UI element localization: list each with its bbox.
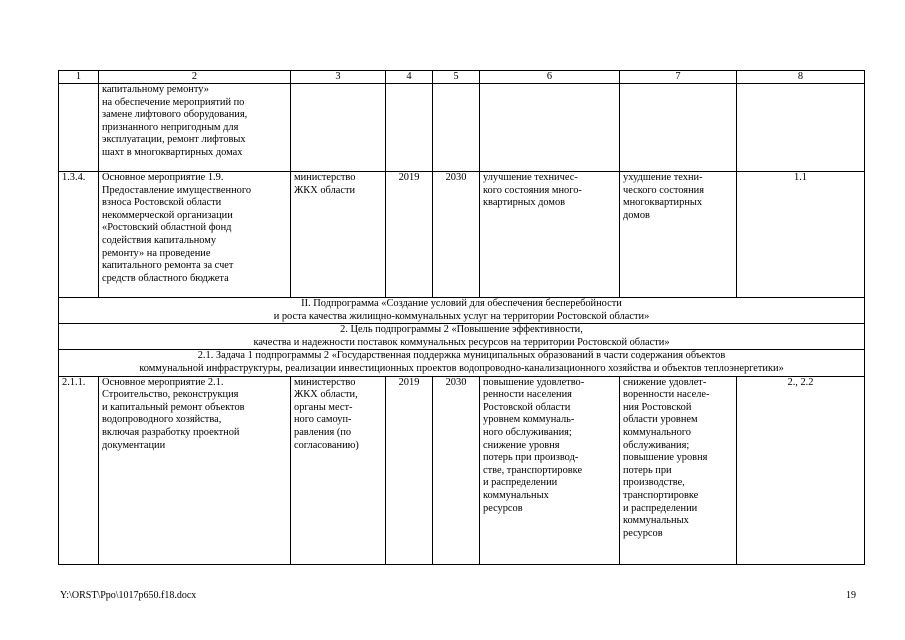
section-heading-row — [59, 298, 865, 324]
measure-name-cell: капитальному ремонту» на обеспечение мероприятий по замене лифтового оборудования, признанного непригодным для эксплуатации, ремонт лифтовых шахт в многоквартирных домах — [99, 84, 291, 172]
start-year-cell: 2019 — [386, 376, 433, 564]
end-year-cell — [433, 84, 480, 172]
header-cell: 5 — [433, 71, 480, 84]
indicator-link-cell — [737, 84, 865, 172]
measures-table — [58, 70, 865, 565]
task-heading: 2.1. Задача 1 подпрограммы 2 «Государственная поддержка муниципальных образований в части содержания объектов коммунальной инфраструктуры, реализации инвестиционных проектов водопроводно-канализационного хозяйства и объектов теплоэнергетики» — [59, 350, 865, 376]
executor-cell — [291, 84, 386, 172]
page-number: 19 — [846, 590, 856, 601]
consequence-cell: снижение удовлет- воренности населе- ния Ростовской области уровнем коммунального обслуживания; повышение уровня потерь при производстве, транспортировке и распределении коммунальных ресурсов — [620, 376, 737, 564]
number-cell: 1.3.4. — [59, 172, 99, 298]
measure-name-cell: Основное мероприятие 1.9. Предоставление имущественного взноса Ростовской области некоммерческой организации «Ростовский областной фонд содействия капитальному ремонту» на проведение капитального ремонта за счет средств областного бюджета — [99, 172, 291, 298]
number-cell — [59, 84, 99, 172]
header-cell: 6 — [480, 71, 620, 84]
header-cell: 3 — [291, 71, 386, 84]
table-row — [59, 84, 865, 172]
goal-heading: 2. Цель подпрограммы 2 «Повышение эффективности, качества и надежности поставок коммунальных ресурсов на территории Ростовской области» — [59, 324, 865, 350]
result-cell: повышение удовлетво- ренности населения Ростовской области уровнем коммуналь- ного обслуживания; снижение уровня потерь при производ- стве, транспортировке и распределении коммунальных ресурсов — [480, 376, 620, 564]
table-header-row — [59, 71, 865, 84]
consequence-cell — [620, 84, 737, 172]
result-cell: улучшение техничес- кого состояния много- квартирных домов — [480, 172, 620, 298]
end-year-cell: 2030 — [433, 172, 480, 298]
subprogram-heading: II. Подпрограмма «Создание условий для обеспечения бесперебойности и роста качества жилищно-коммунальных услуг на территории Ростовской области» — [59, 298, 865, 324]
result-cell — [480, 84, 620, 172]
end-year-cell: 2030 — [433, 376, 480, 564]
consequence-cell: ухудшение техни- ческого состояния многоквартирных домов — [620, 172, 737, 298]
footer-file-path: Y:\ORST\Ppo\1017p650.f18.docx — [60, 590, 197, 601]
header-cell: 4 — [386, 71, 433, 84]
start-year-cell: 2019 — [386, 172, 433, 298]
executor-cell: министерство ЖКХ области — [291, 172, 386, 298]
executor-cell: министерство ЖКХ области, органы мест- ного самоуп- равления (по согласованию) — [291, 376, 386, 564]
section-heading-row — [59, 350, 865, 376]
table-row — [59, 172, 865, 298]
measure-name-cell: Основное мероприятие 2.1. Строительство, реконструкция и капитальный ремонт объектов водопроводного хозяйства, включая разработку проектной документации — [99, 376, 291, 564]
header-cell: 8 — [737, 71, 865, 84]
indicator-link-cell: 1.1 — [737, 172, 865, 298]
header-cell: 7 — [620, 71, 737, 84]
start-year-cell — [386, 84, 433, 172]
header-cell: 1 — [59, 71, 99, 84]
header-cell: 2 — [99, 71, 291, 84]
indicator-link-cell: 2., 2.2 — [737, 376, 865, 564]
table-row — [59, 376, 865, 564]
number-cell: 2.1.1. — [59, 376, 99, 564]
section-heading-row — [59, 324, 865, 350]
